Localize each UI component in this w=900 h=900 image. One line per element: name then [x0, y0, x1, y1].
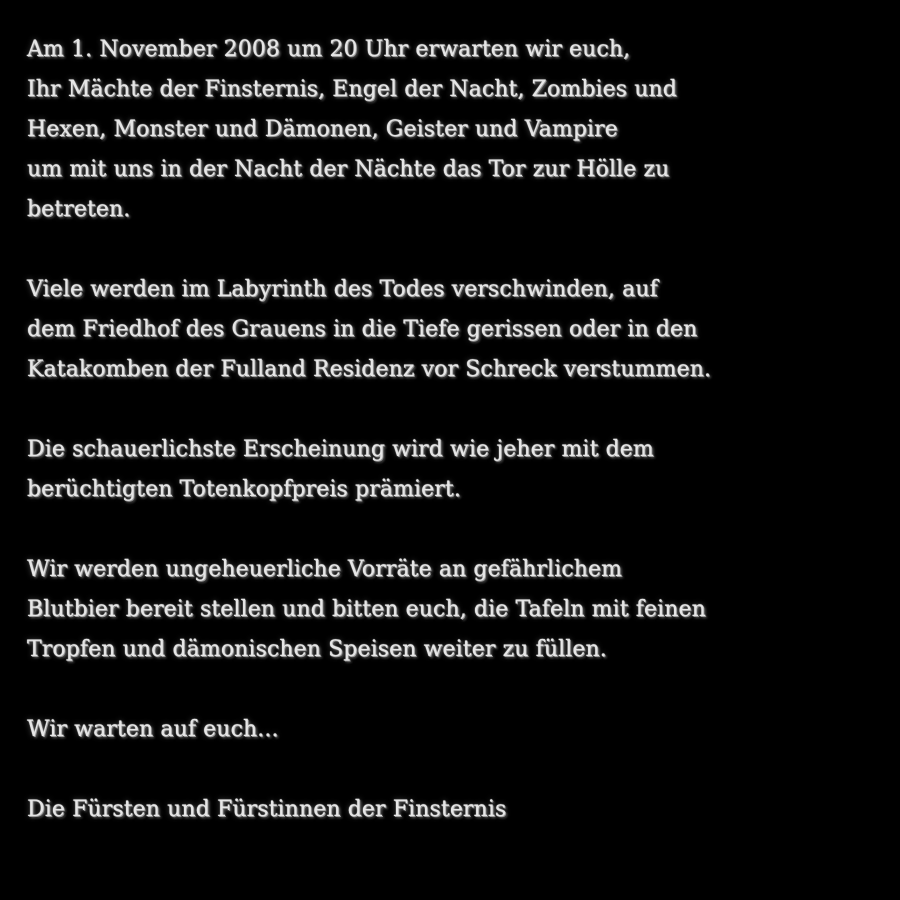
paragraph-invitation: [27, 30, 887, 230]
text-line: Blutbier bereit stellen und bitten euch, die Tafeln mit feinen: [27, 597, 706, 622]
text-line: Wir warten auf euch...: [27, 717, 279, 742]
text-line: Am 1. November 2008 um 20 Uhr erwarten wir euch,: [27, 37, 631, 62]
text-line: Katakomben der Fulland Residenz vor Schreck verstummen.: [27, 357, 712, 382]
text-line: berüchtigten Totenkopfpreis prämiert.: [27, 477, 461, 502]
text-line: betreten.: [27, 197, 131, 222]
text-line: Viele werden im Labyrinth des Todes verschwinden, auf: [27, 277, 658, 302]
signature-line: Die Fürsten und Fürstinnen der Finsternis: [27, 797, 507, 822]
text-line: Wir werden ungeheuerliche Vorräte an gefährlichem: [27, 557, 623, 582]
paragraph-prize: [27, 430, 887, 510]
text-line: Tropfen und dämonischen Speisen weiter zu füllen.: [27, 637, 607, 662]
text-line: Die schauerlichste Erscheinung wird wie jeher mit dem: [27, 437, 654, 462]
text-line: Ihr Mächte der Finsternis, Engel der Nacht, Zombies und: [27, 77, 677, 102]
paragraph-labyrinth: [27, 270, 887, 390]
paragraph-supplies: [27, 550, 887, 670]
text-line: dem Friedhof des Grauens in die Tiefe gerissen oder in den: [27, 317, 698, 342]
text-line: um mit uns in der Nacht der Nächte das Tor zur Hölle zu: [27, 157, 670, 182]
paragraph-waiting: [27, 710, 887, 750]
text-line: Hexen, Monster und Dämonen, Geister und Vampire: [27, 117, 618, 142]
signature: [27, 790, 887, 830]
invitation-text: [27, 30, 887, 870]
